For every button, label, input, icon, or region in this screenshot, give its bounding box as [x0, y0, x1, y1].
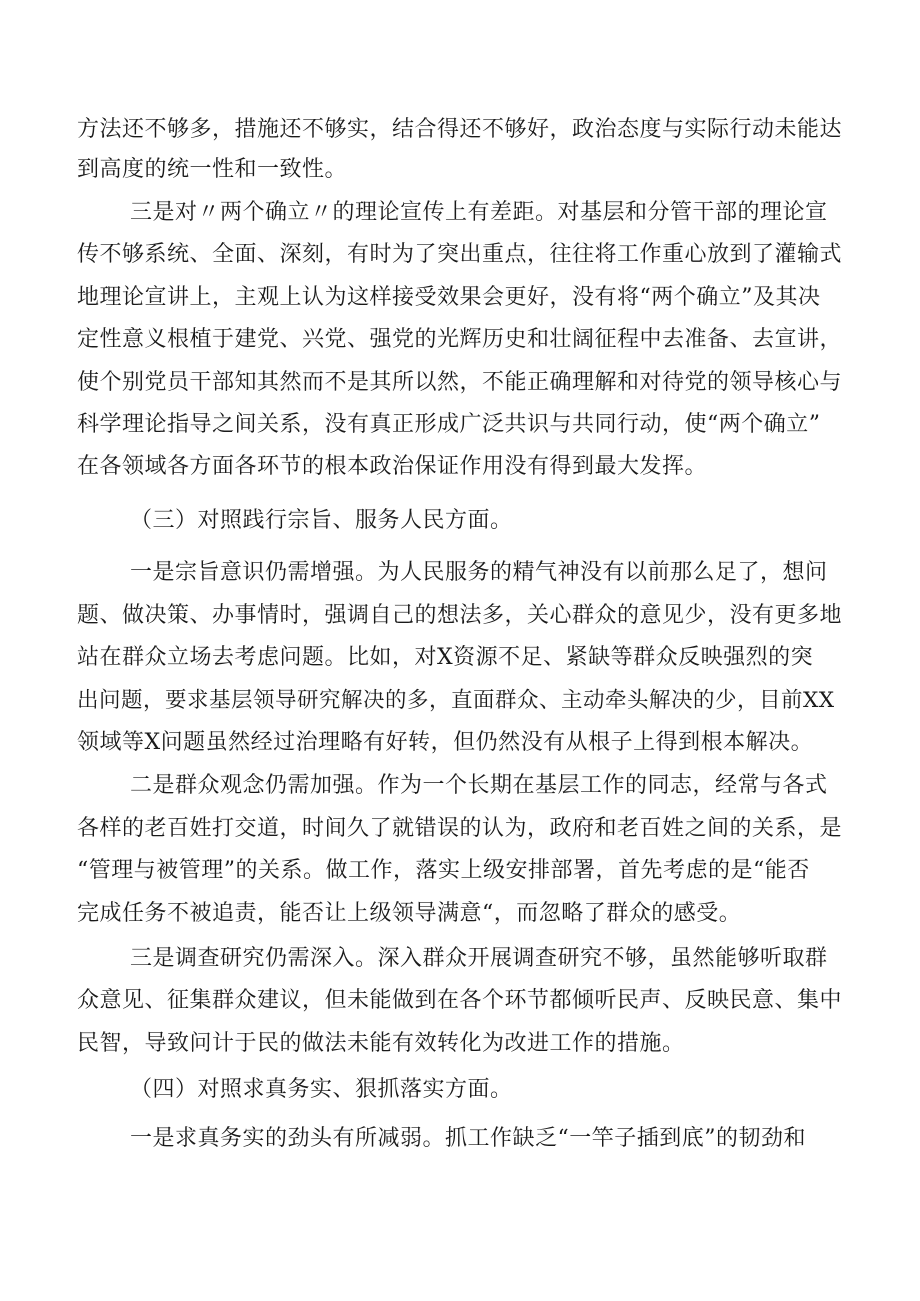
text-line: 科学理论指导之间关系，没有真正形成广泛共识与共同行动，使“两个确立” — [77, 412, 821, 437]
section-heading: （三）对照践行宗旨、服务人民方面。 — [130, 508, 513, 533]
text-line: 方法还不够多，措施还不够实，结合得还不够好，政治态度与实际行动未能达 — [77, 117, 843, 142]
text-line: 在各领域各方面各环节的根本政治保证作用没有得到最大发挥。 — [77, 454, 708, 479]
text-line: 地理论宣讲上，主观上认为这样接受效果会更好，没有将“两个确立”及其决 — [77, 285, 821, 310]
text-line: 领域等X问题虽然经过治理略有好转，但仍然没有从根子上得到根本解决。 — [77, 730, 814, 755]
section-heading: （四）对照求真务实、狠抓落实方面。 — [130, 1077, 513, 1102]
paragraph-start-line: 二是群众观念仍需加强。作为一个长期在基层工作的同志，经常与各式 — [130, 773, 828, 798]
text-line: 民智，导致问计于民的做法未能有效转化为改进工作的措施。 — [77, 1031, 685, 1056]
paragraph-start-line: 一是求真务实的劲头有所减弱。抓工作缺乏“一竿子插到底”的韧劲和 — [130, 1126, 806, 1151]
text-line: “管理与被管理”的关系。做工作，落实上级安排部署，首先考虑的是“能否 — [77, 858, 810, 883]
paragraph-start-line: 一是宗旨意识仍需增强。为人民服务的精气神没有以前那么足了，想问 — [130, 560, 828, 585]
text-line: 题、做决策、办事情时，强调自己的想法多，关心群众的意见少，没有更多地 — [77, 603, 843, 628]
paragraph-start-line: 三是对〃两个确立〃的理论宣传上有差距。对基层和分管干部的理论宣 — [130, 200, 828, 225]
text-line: 站在群众立场去考虑问题。比如，对X资源不足、紧缺等群众反映强烈的突 — [77, 645, 814, 670]
text-line: 到高度的统一性和一致性。 — [77, 157, 348, 182]
text-line: 出问题，要求基层领导研究解决的多，直面群众、主动牵头解决的少，目前XX — [77, 688, 835, 713]
text-line: 各样的老百姓打交道，时间久了就错误的认为，政府和老百姓之间的关系，是 — [77, 816, 843, 841]
text-line: 传不够系统、全面、深刻，有时为了突出重点，往往将工作重心放到了灌输式 — [77, 242, 843, 267]
text-line: 定性意义根植于建党、兴党、强党的光辉历史和壮阔征程中去准备、去宣讲， — [77, 327, 843, 352]
paragraph-start-line: 三是调查研究仍需深入。深入群众开展调查研究不够，虽然能够听取群 — [130, 946, 828, 971]
text-line: 完成任务不被追责，能否让上级领导满意“，而忽略了群众的感受。 — [77, 901, 742, 926]
text-line: 众意见、征集群众建议，但未能做到在各个环节都倾听民声、反映民意、集中 — [77, 988, 843, 1013]
text-line: 使个别党员干部知其然而不是其所以然，不能正确理解和对待党的领导核心与 — [77, 370, 843, 395]
